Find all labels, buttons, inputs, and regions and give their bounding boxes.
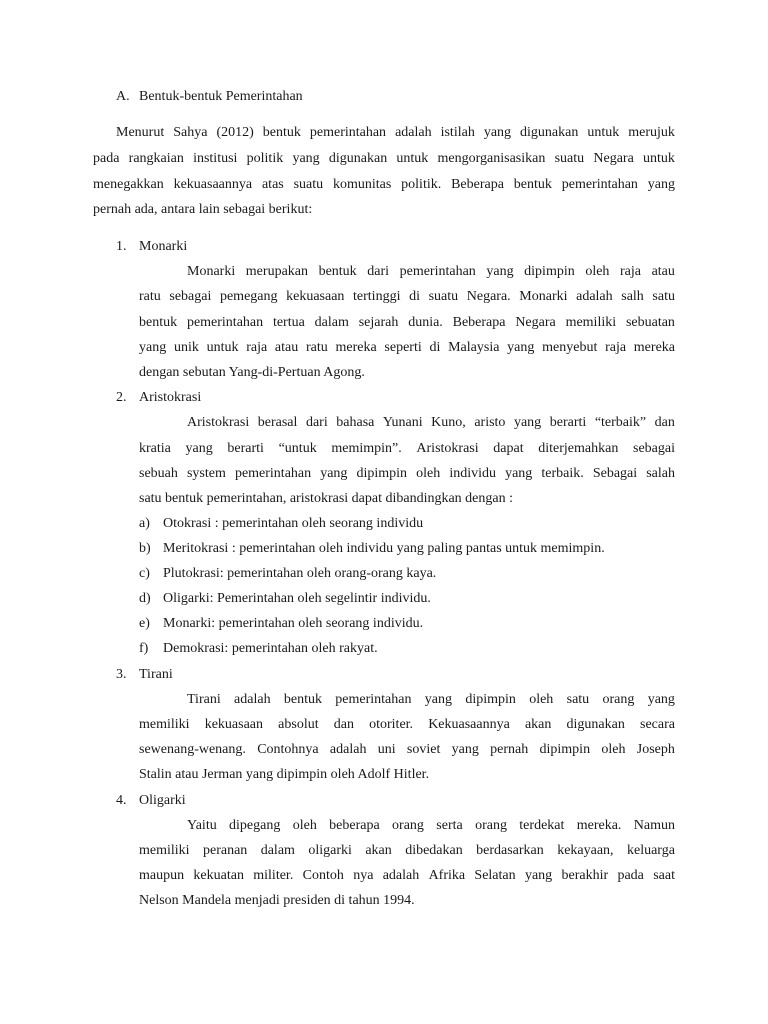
word: beberapa <box>329 818 380 833</box>
word: unik <box>173 340 199 355</box>
word: peranan <box>202 843 248 858</box>
word: bentuk <box>513 177 552 192</box>
word: raja <box>605 340 627 355</box>
word: dipegang <box>229 818 281 833</box>
word: orang <box>475 818 507 833</box>
word: Tirani <box>187 692 221 707</box>
word: “untuk <box>278 441 317 456</box>
word: satu <box>566 692 590 707</box>
word: tertua <box>272 315 305 330</box>
item-paragraph-line <box>187 414 675 432</box>
word: saat <box>653 868 675 883</box>
word: “terbaik” <box>594 415 647 430</box>
item-paragraph-line: Nelson Mandela menjadi presiden di tahun 1994. <box>139 893 415 908</box>
word: untuk <box>206 340 239 355</box>
word: mengorganisasikan <box>437 151 546 166</box>
word: atau <box>274 340 299 355</box>
item-paragraph-line: satu bentuk pemerintahan, aristokrasi dapat dibandingkan dengan : <box>139 491 514 506</box>
word: memiliki <box>565 315 617 330</box>
word: dari <box>305 415 328 430</box>
sub-item-text: Oligarki: Pemerintahan oleh segelintir individu. <box>163 591 431 606</box>
word: politik. <box>401 177 442 192</box>
word: otoriter. <box>369 717 414 732</box>
word: Namun <box>633 818 675 833</box>
word: pada <box>93 151 120 166</box>
word: dipimpin <box>539 742 591 757</box>
word: pemegang <box>219 289 278 304</box>
item-paragraph-line <box>139 440 675 458</box>
word: di <box>409 289 420 304</box>
word: maupun <box>139 868 185 883</box>
word: yang <box>507 340 535 355</box>
sub-item-label: e) <box>139 616 150 631</box>
word: oleh <box>529 692 554 707</box>
word: kekuasaan <box>286 289 345 304</box>
word: Beberapa <box>452 315 506 330</box>
word: Yunani <box>382 415 423 430</box>
word: Negara. <box>466 289 511 304</box>
word: untuk <box>587 125 620 140</box>
word: atau <box>651 264 675 279</box>
word: berasal <box>257 415 298 430</box>
list-item-number: 3. <box>116 667 127 682</box>
word: sejarah <box>358 315 399 330</box>
word: ratu <box>139 289 161 304</box>
list-item-number: 1. <box>116 239 127 254</box>
word: yang <box>320 466 348 481</box>
word: kekayaan, <box>557 843 614 858</box>
word: digunakan <box>566 717 625 732</box>
word: raja <box>620 264 641 279</box>
word: Monarki <box>519 289 568 304</box>
word: pada <box>617 868 644 883</box>
word: politik <box>246 151 284 166</box>
word: istilah <box>440 125 475 140</box>
word: keluarga <box>626 843 675 858</box>
word: sebagai <box>169 289 212 304</box>
word: Monarki <box>187 264 236 279</box>
word: kratia <box>139 441 171 456</box>
word: Menurut <box>116 125 165 140</box>
word: Selatan <box>474 868 516 883</box>
word: adalah <box>576 289 613 304</box>
word: dibedakan <box>405 843 463 858</box>
sub-item-text: Monarki: pemerintahan oleh seorang individu. <box>163 616 424 631</box>
word: salah <box>646 466 675 481</box>
intro-line: pernah ada, antara lain sebagai berikut: <box>93 202 313 217</box>
word: ratu <box>305 340 328 355</box>
word: bentuk <box>139 315 178 330</box>
item-paragraph-line <box>139 741 675 759</box>
word: oleh <box>601 742 626 757</box>
word: oleh <box>585 264 610 279</box>
item-paragraph-line <box>139 314 675 332</box>
item-paragraph-line <box>139 465 675 483</box>
word: akan <box>524 717 552 732</box>
sub-item-label: c) <box>139 566 150 581</box>
word: sebuah <box>139 466 178 481</box>
word: adalah <box>382 868 420 883</box>
word: Beberapa <box>451 177 504 192</box>
word: yang <box>647 692 675 707</box>
word: kekuasaannya <box>173 177 253 192</box>
word: (2012) <box>216 125 254 140</box>
word: merupakan <box>245 264 308 279</box>
word: aristo <box>474 415 506 430</box>
word: nya <box>353 868 374 883</box>
word: yang <box>185 441 213 456</box>
word: bentuk <box>318 264 357 279</box>
sub-item-label: b) <box>139 541 151 556</box>
word: Contohnya <box>257 742 319 757</box>
word: Afrika <box>428 868 466 883</box>
word: adalah <box>329 742 367 757</box>
word: dan <box>654 415 675 430</box>
word: pemerintahan <box>561 177 638 192</box>
word: berarti <box>549 415 587 430</box>
word: diterjemahkan <box>538 441 619 456</box>
word: yang <box>486 264 514 279</box>
word: terdekat <box>519 818 565 833</box>
sub-item-text: Demokrasi: pemerintahan oleh rakyat. <box>163 641 378 656</box>
list-item-title: Oligarki <box>139 793 186 808</box>
word: pernah <box>490 742 529 757</box>
word: rangkaian <box>128 151 184 166</box>
word: yang <box>139 340 167 355</box>
word: seperti <box>384 340 422 355</box>
word: Malaysia <box>448 340 500 355</box>
item-paragraph-line <box>139 842 675 860</box>
word: Sebagai <box>592 466 638 481</box>
intro-line <box>93 150 675 168</box>
word: dipimpin <box>356 466 408 481</box>
word: orang <box>392 818 424 833</box>
word: terbaik. <box>541 466 584 481</box>
word: oleh <box>416 466 441 481</box>
word: pemerintahan <box>309 125 387 140</box>
list-item-title: Monarki <box>139 239 188 254</box>
word: dipimpin <box>465 692 516 707</box>
word: Joseph <box>636 742 675 757</box>
word: berakhir <box>561 868 609 883</box>
word: suatu <box>554 151 585 166</box>
sub-item-text: Otokrasi : pemerintahan oleh seorang individu <box>163 516 424 531</box>
word: Negara <box>593 151 634 166</box>
list-item-title: Aristokrasi <box>139 390 202 405</box>
intro-line <box>93 176 675 194</box>
word: institusi <box>193 151 238 166</box>
word: secara <box>640 717 675 732</box>
word: untuk <box>643 151 675 166</box>
item-paragraph-line <box>139 288 675 306</box>
list-item-number: 4. <box>116 793 127 808</box>
sub-item-label: f) <box>139 641 149 656</box>
word: dunia. <box>408 315 443 330</box>
word: Kekuasaannya <box>428 717 510 732</box>
word: adalah <box>234 692 271 707</box>
word: merujuk <box>628 125 675 140</box>
word: Negara <box>515 315 556 330</box>
word: pemerintahan <box>335 692 412 707</box>
item-paragraph-line <box>139 716 675 734</box>
list-item-title: Tirani <box>139 667 173 682</box>
section-marker: A. <box>116 89 130 104</box>
word: Contoh <box>302 868 344 883</box>
word: kekuasaan <box>204 717 264 732</box>
word: yang <box>292 151 320 166</box>
sub-item-label: a) <box>139 516 150 531</box>
word: adalah <box>395 125 432 140</box>
word: bentuk <box>262 125 301 140</box>
word: dalam <box>314 315 349 330</box>
item-paragraph-line <box>139 867 675 885</box>
word: dan <box>333 717 354 732</box>
item-paragraph-line <box>187 817 675 835</box>
word: sewenang-wenang. <box>139 742 246 757</box>
word: Yaitu <box>187 818 217 833</box>
word: satu <box>652 289 675 304</box>
word: memiliki <box>139 843 190 858</box>
word: uni <box>377 742 396 757</box>
word: yang <box>424 692 453 707</box>
word: pemerintahan <box>186 315 264 330</box>
word: system <box>186 466 226 481</box>
word: Sahya <box>173 125 208 140</box>
word: di <box>429 340 441 355</box>
intro-line <box>116 124 675 142</box>
word: bahasa <box>336 415 375 430</box>
word: sebuatan <box>625 315 675 330</box>
word: memimpin”. <box>331 441 402 456</box>
item-paragraph-line <box>187 691 675 709</box>
word: dipimpin <box>524 264 575 279</box>
word: raja <box>246 340 268 355</box>
word: berdasarkan <box>476 843 544 858</box>
word: suatu <box>428 289 459 304</box>
section-title: Bentuk-bentuk Pemerintahan <box>139 89 303 104</box>
word: orang <box>602 692 635 707</box>
word: individu <box>449 466 496 481</box>
word: absolut <box>278 717 319 732</box>
word: pemerintahan <box>399 264 476 279</box>
word: yang <box>505 466 533 481</box>
word: yang <box>483 125 512 140</box>
word: kekuatan <box>193 868 244 883</box>
word: suatu <box>293 177 324 192</box>
item-paragraph-line <box>187 263 675 281</box>
word: mereka <box>633 340 675 355</box>
item-paragraph-line <box>139 339 675 357</box>
word: Aristokrasi <box>416 441 479 456</box>
word: oleh <box>292 818 317 833</box>
word: Kuno, <box>431 415 466 430</box>
sub-item-label: d) <box>139 591 151 606</box>
word: komunitas <box>332 177 392 192</box>
word: salh <box>621 289 644 304</box>
word: militer. <box>253 868 294 883</box>
word: mereka <box>335 340 377 355</box>
word: yang <box>513 415 542 430</box>
word: berarti <box>227 441 264 456</box>
word: bentuk <box>283 692 322 707</box>
word: dari <box>367 264 390 279</box>
word: untuk <box>396 151 429 166</box>
word: dalam <box>260 843 295 858</box>
word: dapat <box>493 441 524 456</box>
word: Aristokrasi <box>187 415 250 430</box>
sub-item-text: Plutokrasi: pemerintahan oleh orang-orang kaya. <box>163 566 437 581</box>
word: yang <box>524 868 553 883</box>
word: serta <box>436 818 463 833</box>
word: soviet <box>406 742 441 757</box>
word: tertinggi <box>353 289 401 304</box>
word: atas <box>261 177 284 192</box>
word: akan <box>365 843 392 858</box>
word: memiliki <box>139 717 190 732</box>
sub-item-text: Meritokrasi : pemerintahan oleh individu yang paling pantas untuk memimpin. <box>163 541 605 556</box>
word: yang <box>451 742 479 757</box>
word: yang <box>647 177 675 192</box>
word: digunakan <box>520 125 579 140</box>
word: mereka. <box>576 818 622 833</box>
word: menegakkan <box>93 177 164 192</box>
word: menyebut <box>542 340 598 355</box>
word: pemerintahan <box>234 466 312 481</box>
word: oligarki <box>308 843 352 858</box>
list-item-number: 2. <box>116 390 127 405</box>
word: digunakan <box>328 151 388 166</box>
item-paragraph-line: Stalin atau Jerman yang dipimpin oleh Adolf Hitler. <box>139 767 430 782</box>
item-paragraph-line: dengan sebutan Yang-di-Pertuan Agong. <box>139 365 365 380</box>
word: sebagai <box>633 441 675 456</box>
